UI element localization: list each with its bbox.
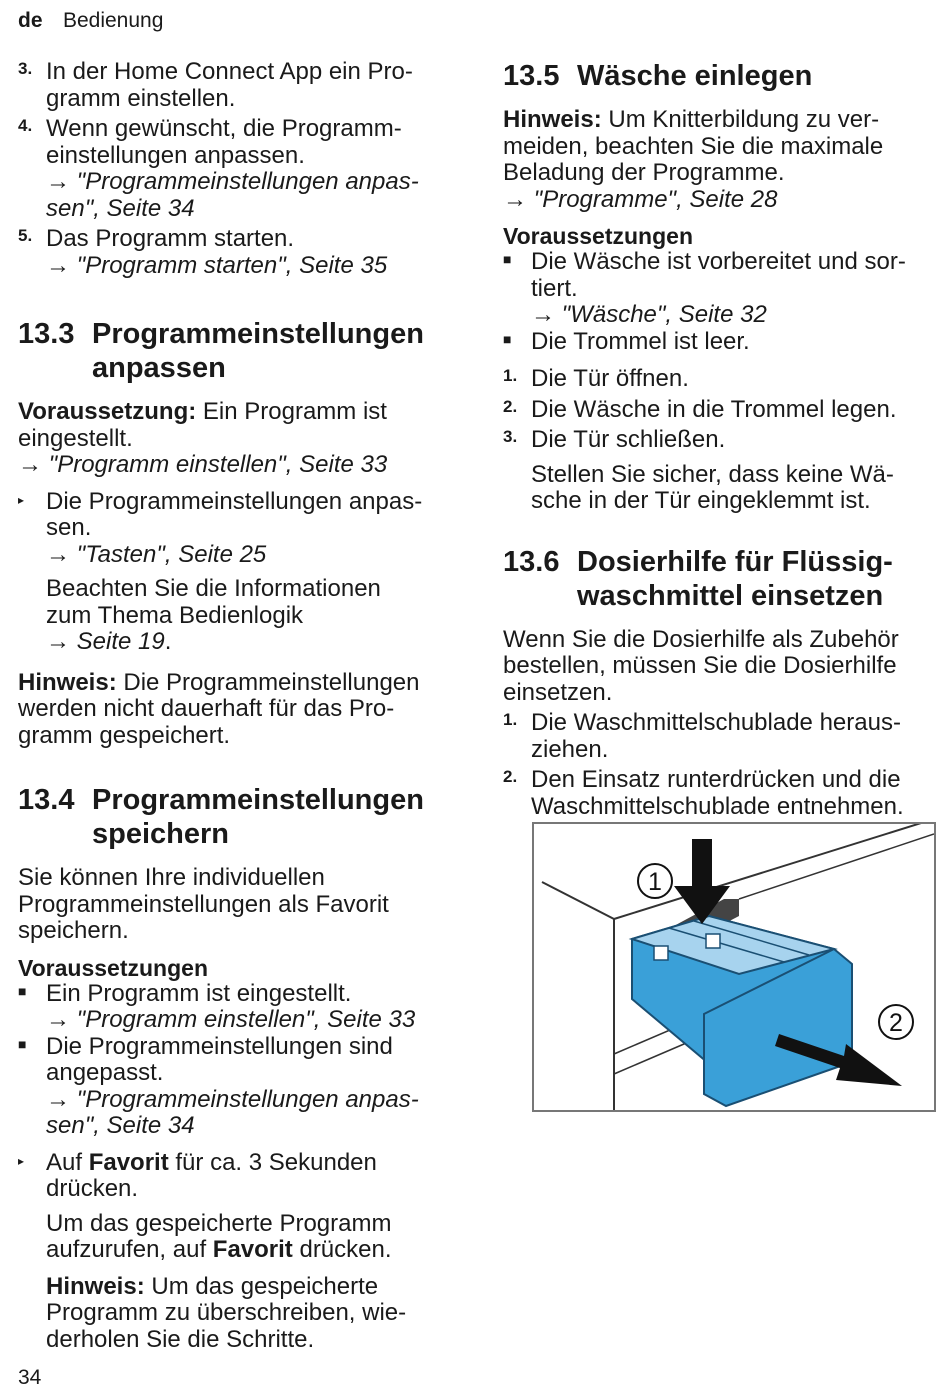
- bullet-item: [503, 329, 943, 356]
- cross-reference[interactable]: → "Programme", Seite 28: [503, 185, 778, 213]
- hint-label: Hinweis:: [503, 106, 602, 133]
- punctuation: .: [164, 628, 172, 655]
- bullet-text: tiert.: [531, 274, 578, 302]
- step-number: 3.: [503, 427, 518, 446]
- section-title: waschmittel einsetzen: [577, 579, 884, 612]
- step-text: Waschmittelschublade entnehmen.: [531, 792, 904, 820]
- triangle-bullet-icon: ▸: [18, 492, 25, 507]
- note-text: Stellen Sie sicher, dass keine Wä-: [531, 460, 894, 488]
- hint-label: Hinweis:: [46, 1272, 145, 1300]
- intro-text: Sie können Ihre individuellen: [18, 864, 325, 891]
- header-language: de: [18, 9, 43, 32]
- bullet-text: angepasst.: [46, 1059, 164, 1086]
- cross-reference[interactable]: → "Tasten", Seite 25: [46, 540, 267, 568]
- step-number: 5.: [18, 226, 33, 245]
- hint: [18, 670, 458, 750]
- section-number: 13.6: [503, 545, 560, 578]
- intro-text: speichern.: [18, 917, 129, 944]
- step-text: ziehen.: [531, 735, 609, 763]
- step-number: 2.: [503, 396, 518, 416]
- cross-reference[interactable]: → Seite 19: [46, 628, 165, 655]
- hint-text: gramm gespeichert.: [18, 721, 231, 749]
- hint-text: Um das gespeicherte: [144, 1272, 379, 1300]
- drawer-drawing: [534, 824, 934, 1110]
- button-name: Favorit: [212, 1236, 293, 1263]
- cross-reference[interactable]: → "Wäsche", Seite 32: [531, 301, 767, 328]
- triangle-bullet-icon: ▸: [18, 1153, 25, 1168]
- step-text: Das Programm starten.: [46, 225, 295, 252]
- intro: [18, 865, 458, 945]
- section-number: 13.4: [18, 784, 75, 816]
- step-number: 2.: [503, 767, 518, 786]
- step-3: [18, 59, 458, 112]
- detergent-drawer-illustration: [532, 822, 936, 1112]
- hint-text: Beladung der Programme.: [503, 159, 785, 186]
- result-text: aufzurufen, auf: [46, 1236, 213, 1263]
- step-text: Den Einsatz runterdrücken und die: [531, 766, 901, 793]
- prerequisites-heading: Voraussetzungen: [503, 223, 693, 249]
- intro-text: Programmeinstellungen als Favorit: [18, 890, 389, 918]
- step-4: [18, 116, 458, 222]
- dosing-aid-insert: [706, 934, 720, 948]
- step-number: 4.: [18, 116, 33, 135]
- step-text: Die Tür öffnen.: [531, 365, 689, 392]
- step-number: 1.: [503, 710, 518, 729]
- bullet-item: [18, 981, 458, 1034]
- step-1: [503, 710, 943, 763]
- prerequisites-heading: Voraussetzungen: [18, 954, 208, 981]
- square-bullet-icon: ■: [503, 330, 512, 347]
- section-title: Wäsche einlegen: [577, 60, 813, 92]
- step-text: Die Tür schließen.: [531, 426, 726, 453]
- step-2: [503, 767, 943, 820]
- cross-reference[interactable]: → "Programm einstellen", Seite 33: [46, 1006, 416, 1033]
- square-bullet-icon: ■: [18, 982, 27, 999]
- hint-text: Programm zu überschreiben, wie-: [46, 1299, 407, 1326]
- section-number: 13.3: [18, 318, 75, 350]
- prerequisite-text: eingestellt.: [18, 424, 133, 452]
- intro: [503, 627, 943, 707]
- result-text: Um das gespeicherte Programm: [46, 1209, 392, 1237]
- dosing-aid-insert: [654, 946, 668, 960]
- step-text: Wenn gewünscht, die Programm-: [46, 115, 402, 142]
- section-title: Programmeinstellungen: [92, 784, 424, 816]
- prerequisite: [18, 399, 458, 479]
- button-name: Favorit: [88, 1148, 169, 1176]
- machine-edge: [739, 834, 934, 899]
- result-text: drücken.: [292, 1236, 392, 1263]
- intro-text: einsetzen.: [503, 678, 613, 706]
- machine-edge: [542, 882, 614, 1110]
- hint-label: Hinweis:: [18, 668, 117, 696]
- step-5: [18, 226, 458, 279]
- action-step: [18, 1150, 458, 1354]
- square-bullet-icon: ■: [503, 251, 512, 267]
- section-heading-13-6: [503, 545, 943, 613]
- note-text: sche in der Tür eingeklemmt ist.: [531, 487, 871, 514]
- action-text: Die Programmeinstellungen anpas-: [46, 487, 423, 515]
- bullet-item: [503, 249, 943, 329]
- cross-reference[interactable]: sen", Seite 34: [46, 1112, 195, 1139]
- section-number: 13.5: [503, 60, 560, 92]
- section-heading-13-3: [18, 317, 458, 385]
- bullet-text: Ein Programm ist eingestellt.: [46, 979, 352, 1007]
- hint-text: derholen Sie die Schritte.: [46, 1325, 315, 1353]
- square-bullet-icon: ■: [18, 1035, 27, 1052]
- step-number: 1.: [503, 366, 518, 385]
- intro-text: Wenn Sie die Dosierhilfe als Zubehör: [503, 625, 899, 653]
- bullet-text: Die Wäsche ist vorbereitet und sor-: [531, 248, 906, 275]
- hint: [503, 107, 943, 213]
- section-heading-13-5: [503, 59, 943, 93]
- prerequisite-text: Ein Programm ist: [196, 398, 387, 425]
- intro-text: bestellen, müssen Sie die Dosierhilfe: [503, 652, 897, 679]
- info-text: zum Thema Bedienlogik: [46, 601, 304, 629]
- section-title: speichern: [92, 818, 229, 850]
- step-text: einstellungen anpassen.: [46, 141, 305, 169]
- callout-label-2: 2: [889, 1009, 903, 1037]
- action-text: drücken.: [46, 1175, 139, 1202]
- cross-reference[interactable]: → "Programm einstellen", Seite 33: [18, 451, 388, 478]
- page-number: 34: [18, 1366, 42, 1389]
- action-text: sen.: [46, 514, 92, 541]
- section-title: anpassen: [92, 352, 226, 384]
- hint-text: Die Programmeinstellungen: [116, 668, 420, 696]
- step-3: [503, 427, 943, 515]
- step-text: Die Wäsche in die Trommel legen.: [531, 395, 897, 423]
- step-text: In der Home Connect App ein Pro-: [46, 58, 413, 85]
- action-step: [18, 489, 458, 656]
- page-header: [18, 9, 163, 33]
- hint-text: Um Knitterbildung zu ver-: [601, 106, 880, 133]
- action-text: für ca. 3 Sekunden: [168, 1148, 377, 1176]
- callout-label-1: 1: [648, 868, 662, 896]
- step-1: [503, 366, 943, 393]
- step-2: [503, 397, 943, 424]
- hint-text: werden nicht dauerhaft für das Pro-: [18, 695, 395, 722]
- hint-text: meiden, beachten Sie die maximale: [503, 132, 884, 160]
- cross-reference[interactable]: → "Programmeinstellungen anpas-: [46, 168, 419, 195]
- bullet-item: [18, 1034, 458, 1140]
- step-number: 3.: [18, 59, 33, 78]
- step-text: Die Waschmittelschublade heraus-: [531, 709, 901, 736]
- cross-reference[interactable]: sen", Seite 34: [46, 194, 195, 222]
- section-title: Dosierhilfe für Flüssig-: [577, 545, 893, 578]
- action-text: Auf: [46, 1148, 89, 1176]
- left-column: [18, 59, 458, 1353]
- header-section: Bedienung: [62, 9, 164, 32]
- section-title: Programmeinstellungen: [92, 318, 424, 350]
- section-heading-13-4: [18, 783, 458, 851]
- info-text: Beachten Sie die Informationen: [46, 575, 381, 602]
- cross-reference[interactable]: → "Programm starten", Seite 35: [46, 251, 388, 279]
- step-text: gramm einstellen.: [46, 84, 236, 112]
- bullet-text: Die Trommel ist leer.: [531, 327, 750, 355]
- prerequisite-label: Voraussetzung:: [18, 398, 197, 425]
- right-column: [503, 59, 943, 820]
- cross-reference[interactable]: → "Programmeinstellungen anpas-: [46, 1085, 419, 1113]
- bullet-text: Die Programmeinstellungen sind: [46, 1032, 393, 1060]
